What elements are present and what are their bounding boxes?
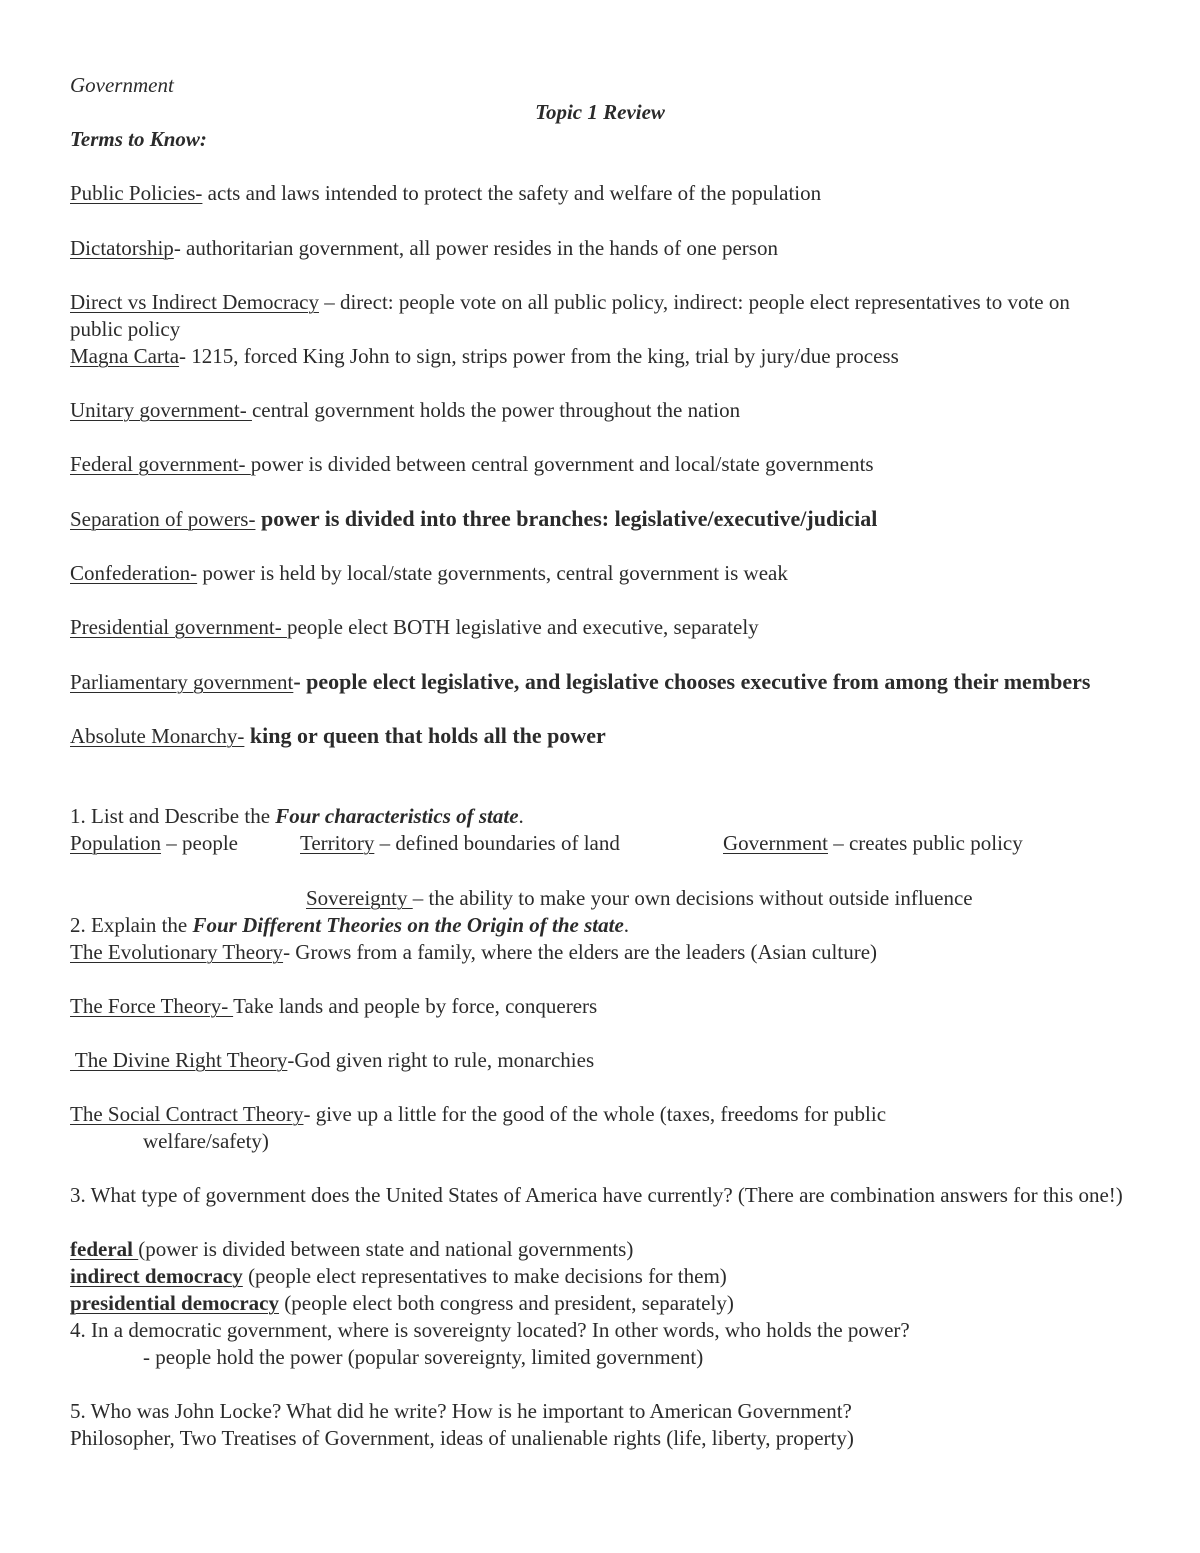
- theory-definition: - give up a little for the good of the whole (taxes, freedoms for public: [303, 1102, 887, 1126]
- term-definition: power is held by local/state governments, central government is weak: [197, 561, 788, 585]
- subject-label: Government: [70, 73, 174, 97]
- term-unitary-government: [70, 397, 1124, 424]
- theory-evolutionary: [70, 939, 1124, 966]
- term-separation-of-powers: [70, 505, 1124, 533]
- term-label: Parliamentary government: [70, 670, 294, 694]
- term-definition: king or queen that holds all the power: [244, 723, 606, 748]
- answer-government: [723, 830, 1023, 857]
- answer-term: Government: [723, 831, 828, 855]
- theory-definition: -God given right to rule, monarchies: [287, 1048, 595, 1072]
- term-definition: – direct: people vote on all public policy, indirect: people elect representatives to vote on public policy: [70, 290, 1070, 341]
- theory-term: The Divine Right Theory: [70, 1048, 288, 1072]
- term-label: Separation of powers-: [70, 507, 256, 531]
- question-suffix: .: [623, 913, 630, 937]
- question-text: 1. List and Describe the: [70, 804, 276, 828]
- theory-divine-right: [70, 1047, 1124, 1074]
- question-emphasis: Four characteristics of state: [275, 804, 519, 828]
- question-suffix: .: [518, 804, 524, 828]
- term-definition: - 1215, forced King John to sign, strips power from the king, trial by jury/due process: [179, 344, 899, 368]
- answer-presidential-democracy: [70, 1290, 1124, 1317]
- answer-definition: (people elect representatives to make decisions for them): [242, 1264, 727, 1288]
- answer-definition: – the ability to make your own decisions without outside influence: [412, 886, 973, 910]
- term-definition: acts and laws intended to protect the safety and welfare of the population: [202, 181, 822, 205]
- question-2: [70, 912, 1124, 939]
- answer-term: Sovereignty: [306, 886, 413, 910]
- question-4: 4. In a democratic government, where is sovereignty located? In other words, who holds the power?: [70, 1318, 910, 1342]
- term-definition: power is divided between central government and local/state governments: [250, 452, 874, 476]
- answer-definition: – creates public policy: [827, 831, 1023, 855]
- term-label: Confederation-: [70, 561, 198, 585]
- term-label: Federal government-: [70, 452, 251, 476]
- theory-term: The Force Theory-: [70, 994, 234, 1018]
- answer-definition: – people: [161, 831, 238, 855]
- question-text: 2. Explain the: [70, 913, 193, 937]
- term-confederation: [70, 560, 1124, 587]
- term-direct-indirect-democracy: [70, 289, 1124, 343]
- theory-term: The Evolutionary Theory: [70, 940, 284, 964]
- answer-5: Philosopher, Two Treatises of Government, ideas of unalienable rights (life, liberty, property): [70, 1426, 854, 1450]
- question-3: 3. What type of government does the United States of America have currently? (There are combination answers for this one!): [70, 1183, 1123, 1207]
- question-emphasis: Four Different Theories on the Origin of the state: [192, 913, 624, 937]
- theory-definition: - Grows from a family, where the elders are the leaders (Asian culture): [283, 940, 878, 964]
- answer-definition: (power is divided between state and national governments): [138, 1237, 634, 1261]
- term-label: Unitary government-: [70, 398, 252, 422]
- theory-term: The Social Contract Theory: [70, 1102, 304, 1126]
- theory-force: [70, 993, 1124, 1020]
- term-label: Public Policies-: [70, 181, 203, 205]
- answer-definition: – defined boundaries of land: [374, 831, 620, 855]
- theory-social-contract: [70, 1101, 1124, 1128]
- answer-federal: [70, 1236, 1124, 1263]
- term-magna-carta: [70, 343, 1124, 370]
- theory-social-contract-continued: welfare/safety): [143, 1129, 269, 1153]
- question-1: [70, 803, 1124, 830]
- term-definition: power is divided into three branches: legislative/executive/judicial: [255, 506, 878, 531]
- term-federal-government: [70, 451, 1124, 478]
- term-label: Magna Carta: [70, 344, 180, 368]
- page-title: Topic 1 Review: [535, 100, 665, 124]
- answer-term: federal: [70, 1237, 139, 1261]
- term-absolute-monarchy: [70, 722, 1124, 750]
- term-definition: people elect BOTH legislative and executive, separately: [286, 615, 759, 639]
- answer-indirect-democracy: [70, 1263, 1124, 1290]
- term-dictatorship: [70, 235, 1124, 262]
- term-label: Presidential government-: [70, 615, 287, 639]
- answer-4: - people hold the power (popular sovereignty, limited government): [143, 1345, 704, 1369]
- answer-sovereignty: [306, 885, 973, 912]
- answer-term: Population: [70, 831, 162, 855]
- answer-term: indirect democracy: [70, 1264, 243, 1288]
- terms-heading: Terms to Know:: [70, 127, 207, 151]
- theory-definition: Take lands and people by force, conquerers: [233, 994, 598, 1018]
- term-parliamentary-government: [70, 668, 1112, 696]
- term-public-policies: [70, 180, 1124, 207]
- question-5: 5. Who was John Locke? What did he write? How is he important to American Government?: [70, 1399, 852, 1423]
- term-definition: - authoritarian government, all power resides in the hands of one person: [173, 236, 778, 260]
- term-label: Direct vs Indirect Democracy: [70, 290, 319, 314]
- term-label: Absolute Monarchy-: [70, 724, 245, 748]
- answer-term: Territory: [300, 831, 375, 855]
- term-definition: central government holds the power throughout the nation: [251, 398, 741, 422]
- answer-definition: (people elect both congress and president, separately): [279, 1291, 734, 1315]
- answer-term: presidential democracy: [70, 1291, 279, 1315]
- term-definition: - people elect legislative, and legislative chooses executive from among their members: [293, 669, 1091, 694]
- term-label: Dictatorship: [70, 236, 174, 260]
- term-presidential-government: [70, 614, 1124, 641]
